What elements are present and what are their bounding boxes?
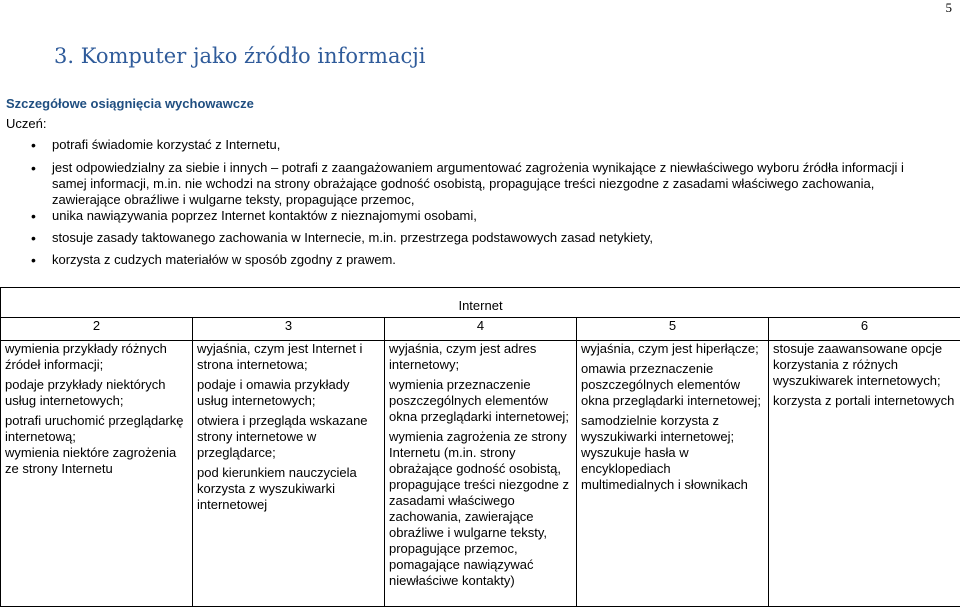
chapter-title: 3. Komputer jako źródło informacji [54,44,425,68]
student-label: Uczeń: [6,116,46,131]
requirement-text: wymienia przeznaczenie poszczególnych elementów okna przeglądarki internetowej; [389,377,572,425]
grade-header: 5 [577,318,769,341]
requirement-text: omawia przeznaczenie poszczególnych elementów okna przeglądarki internetowej; [581,361,764,409]
grade-header: 3 [193,318,385,341]
table-header-internet: Internet [1,288,960,318]
requirement-text: wymienia przykłady różnych źródeł informacji; [5,341,188,373]
requirement-text: otwiera i przegląda wskazane strony internetowe w przeglądarce; [197,413,380,461]
requirement-text: pod kierunkiem nauczyciela korzysta z wyszukiwarki internetowej [197,465,380,513]
goal-item: • unika nawiązywania poprzez Internet kontaktów z nieznajomymi osobami, [0,208,960,224]
requirement-text: podaje i omawia przykłady usług internetowych; [197,377,380,409]
requirement-text: samodzielnie korzysta z wyszukiwarki internetowej; wyszukuje hasła w encyklopediach multimedialnych i słownikach [581,413,764,493]
requirement-text: wyjaśnia, czym jest Internet i strona internetowa; [197,341,380,373]
goal-item: • jest odpowiedzialny za siebie i innych – potrafi z zaangażowaniem argumentować zagrożenia wynikające z niewłaściwego wyboru źródła informacji i samej informacji, m.in. nie wchodzi na strony obrażające godność osobistą, propagujące treści niezgodne z zasadami właściwego zachowania, zawierające obraźliwe i wulgarne teksty, propagujące przemoc, [0,160,960,208]
grade-3-cell [193,341,385,607]
requirement-text: wymienia zagrożenia ze strony Internetu (m.in. strony obrażające godność osobistą, propagujące treści niezgodne z zasadami właściwego zachowania, zawierające obraźliwe i wulgarne teksty, propagujące przemoc, pomagające nawiązywać niewłaściwe kontakty) [389,429,572,589]
grade-2-cell [1,341,193,607]
grade-6-cell [769,341,960,607]
section-heading: Szczegółowe osiągnięcia wychowawcze [6,96,254,111]
requirement-text: wyjaśnia, czym jest hiperłącze; [581,341,764,357]
requirement-text: stosuje zaawansowane opcje korzystania z różnych wyszukiwarek internetowych; [773,341,956,389]
requirement-text: podaje przykłady niektórych usług internetowych; [5,377,188,409]
requirement-text: korzysta z portali internetowych [773,393,956,409]
grade-row [1,318,960,341]
grade-header: 4 [385,318,577,341]
requirement-text: wyjaśnia, czym jest adres internetowy; [389,341,572,373]
grade-header: 2 [1,318,193,341]
grade-header: 6 [769,318,960,341]
goal-item: • korzysta z cudzych materiałów w sposób zgodny z prawem. [0,252,960,268]
grade-4-cell [385,341,577,607]
goal-item: • potrafi świadomie korzystać z Internetu, [0,137,960,153]
page-number: 5 [946,0,953,16]
goal-item: • stosuje zasady taktowanego zachowania w Internecie, m.in. przestrzega podstawowych zasad netykiety, [0,230,960,246]
requirement-text: potrafi uruchomić przeglądarkę internetową; [5,413,188,445]
requirements-row [1,341,960,607]
goals-list [0,137,960,274]
curriculum-table [0,287,960,607]
requirement-text: wymienia niektóre zagrożenia ze strony Internetu [5,445,188,477]
grade-5-cell [577,341,769,607]
